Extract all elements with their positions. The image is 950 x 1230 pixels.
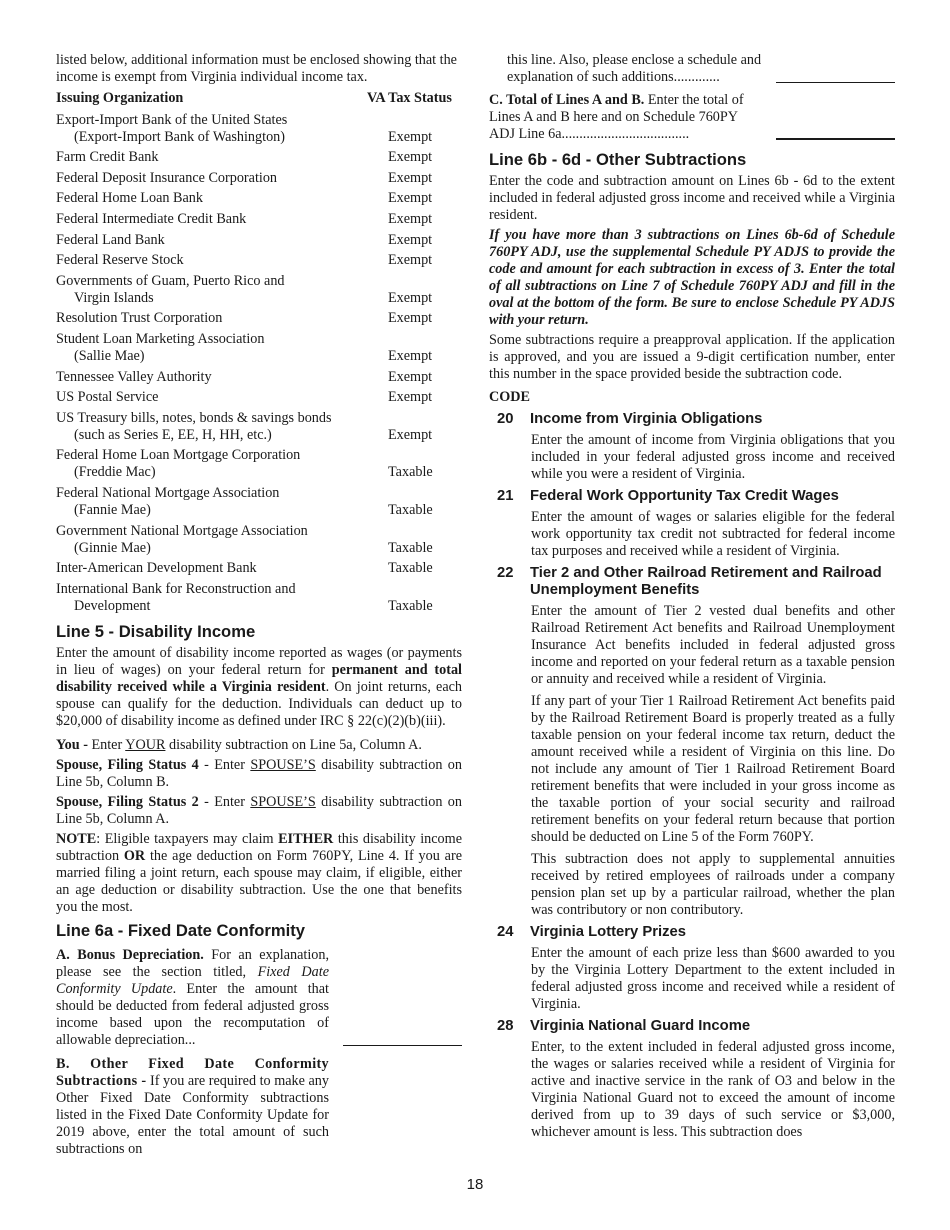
you-text-end: disability subtraction on Line 5a, Column A. [165,736,422,753]
organization-name: US Postal Service [56,389,159,406]
subtraction-code-description: This subtraction does not apply to supplemental annuities received by retired employees of railroads under a company pension plan set up by a particular railroad, whether the plan was contributory or non contributory. [531,851,895,918]
va-tax-status-cell: Taxable [388,464,433,481]
subtraction-code-number: 28 [497,1018,514,1034]
organization-name: Federal National Mortgage Association [56,484,280,501]
organization-name-continued: (such as Series E, EE, H, HH, etc.) [74,426,272,443]
page-number: 18 [466,1176,484,1193]
subtraction-code-title-text: Federal Work Opportunity Tax Credit Wages [530,488,839,504]
other-fdc-amount-line [776,82,895,83]
bond-table-row [56,112,462,146]
subtraction-code-title [530,565,895,599]
va-tax-status-cell: Exempt [388,289,433,306]
subtraction-code-number: 24 [497,924,514,940]
subtraction-code-description: If any part of your Tier 1 Railroad Retirement Act benefits paid by the Railroad Retirement Board is properly treated as a fully taxable pension on your federal income tax return, deduct the amount received while a resident of Virginia on this line. Do not include any amount of Tier 1 Railroad Retirement Board retirement benefits that were included in your gross income as the taxable portion of your social security and railroad retirement benefits on your federal return because that portion should be deducted on Line 5 of the Form 760PY. [531,693,895,845]
spouse-fs2-text-end: disability subtraction on Line 5b, Column A. [56,793,462,827]
issuing-organization-cell [56,523,368,557]
va-tax-status-cell: Exempt [388,190,433,207]
you-text: Enter [87,736,126,753]
subtraction-code-title-continued: Unemployment Benefits [530,582,700,598]
you-label: You - [56,736,88,753]
spouse-fs2-text: - Enter [198,793,251,810]
right-column [489,52,895,1141]
organization-name-continued: (Ginnie Mae) [74,539,151,556]
organization-name: Federal Deposit Insurance Corporation [56,169,278,186]
organization-name-continued: (Sallie Mae) [74,347,145,364]
organization-name-continued: (Fannie Mae) [74,501,151,518]
bonus-depreciation-item [56,947,462,1049]
issuing-organization-cell [56,369,368,386]
spouse-fs2-label: Spouse, Filing Status 2 [56,793,199,810]
total-a-b-text [489,92,762,143]
issuing-organization-cell [56,560,368,577]
bond-table-row [56,190,462,207]
bond-table-row [56,232,462,249]
issuing-organization-cell [56,252,368,269]
bonus-depreciation-desc: For an explanation, please see the section titled, [56,946,329,980]
line6a-heading: Line 6a - Fixed Date Conformity [56,920,305,940]
other-fdc-text [56,1056,329,1158]
issuing-organization-cell [56,331,368,365]
you-instruction [56,737,462,754]
issuing-organization-cell [56,447,368,481]
bonus-depreciation-label: A. Bonus Depreciation. [56,946,204,963]
organization-name-continued: (Export-Import Bank of Washington) [74,128,285,145]
subtraction-code-heading [489,488,895,505]
header-issuing-organization: Issuing Organization [56,90,184,106]
bond-table-row [56,581,462,615]
subtraction-code-heading [489,411,895,428]
line5-bold-text: permanent and total disability received while a Virginia resident [56,661,463,695]
bond-table-row [56,252,462,269]
bond-table-row [56,273,462,307]
va-tax-status-cell: Taxable [388,597,433,614]
organization-name: Resolution Trust Corporation [56,310,223,327]
va-tax-status-cell: Exempt [388,389,433,406]
subtraction-code-number: 22 [497,565,514,581]
other-fdc-desc: If you are required to make any Other Fixed Date Conformity subtractions listed in the Fixed Date Conformity Update for 2019 above, enter the total amount of such subtractions on [56,1072,329,1157]
line5-paragraph [56,645,462,730]
bond-table-row [56,410,462,444]
note-paragraph [56,831,462,916]
spouse-fs2-instruction [56,794,462,828]
note-text: : Eligible taxpayers may claim [96,830,279,847]
organization-name: Farm Credit Bank [56,149,159,166]
subtraction-code-heading [489,1018,895,1035]
subtraction-code-description: Enter the amount of wages or salaries eligible for the federal work opportunity tax credit not subtracted for federal income tax purposes and received while a resident of Virginia. [531,509,895,559]
line6b-paragraph-1: Enter the code and subtraction amount on Lines 6b - 6d to the extent included in federal adjusted gross income and received while a Virginia resident. [489,173,895,223]
subtraction-code-list [489,411,895,1141]
organization-name-continued: Development [74,597,151,614]
organization-name: Export-Import Bank of the United States [56,111,288,128]
other-fdc-label: B. Other Fixed Date Conformity Subtractions - [56,1055,329,1089]
subtraction-code-description: Enter the amount of income from Virginia obligations that you included in your federal adjusted gross income and received while you were a resident of Virginia. [531,432,895,482]
spouse-fs4-label: Spouse, Filing Status 4 [56,756,199,773]
bond-table-row [56,170,462,187]
va-tax-status-cell: Taxable [388,560,433,577]
total-a-b-label: C. Total of Lines A and B. [489,92,645,108]
subtraction-code-heading [489,565,895,599]
line5-text-end: . On joint returns, each spouse can qualify for the deduction. Individuals can deduct up to $20,000 of disability income as defined under IRC § 22(c)(2)(b)(iii). [56,678,463,729]
bond-table-row [56,149,462,166]
subtraction-code-title [530,411,895,428]
line6b-heading: Line 6b - 6d - Other Subtractions [489,150,747,169]
bond-table-row [56,331,462,365]
subtraction-code-title [530,924,895,941]
issuing-organization-cell [56,310,368,327]
line5-heading: Line 5 - Disability Income [56,621,256,641]
issuing-organization-cell [56,389,368,406]
note-either: EITHER [278,830,334,847]
va-tax-status-cell: Taxable [388,501,433,518]
spouse-fs4-underlined: SPOUSE’S [250,756,316,773]
va-tax-status-cell: Exempt [388,169,433,186]
bond-table-row [56,211,462,228]
va-tax-status-cell: Exempt [388,310,433,327]
issuing-organization-cell [56,581,368,615]
organization-name-continued: (Freddie Mac) [74,464,156,481]
line5-text: Enter the amount of disability income reported as wages (or payments in lieu of wages) on your federal return for [56,644,462,678]
issuing-organization-cell [56,190,368,207]
issuing-organization-cell [56,485,368,519]
bond-table-row [56,523,462,557]
organization-name: Federal Land Bank [56,231,165,248]
note-label: NOTE [56,830,97,847]
subtraction-code-title [530,1018,895,1035]
left-column [56,52,462,1158]
you-underlined: YOUR [125,736,166,753]
organization-name: Tennessee Valley Authority [56,368,212,385]
total-a-b-desc: Enter the total of Lines A and B here and on Schedule 760PY ADJ Line 6a.................................... [489,92,744,142]
line6b-paragraph-3: Some subtractions require a preapproval application. If the application is approved, and you are issued a 9-digit certification number, enter this number in the space provided beside the subtraction code. [489,332,895,382]
organization-name: Federal Home Loan Mortgage Corporation [56,447,301,464]
bonus-depreciation-amount-line [343,1045,462,1046]
bond-table-row [56,485,462,519]
bond-table [56,112,462,615]
bond-table-header [56,90,462,108]
bond-table-row [56,447,462,481]
organization-name: International Bank for Reconstruction and [56,580,296,597]
subtraction-code-title-text: Tier 2 and Other Railroad Retirement and Railroad [530,565,882,581]
issuing-organization-cell [56,232,368,249]
va-tax-status-cell: Exempt [388,252,433,269]
total-a-b-item [489,92,895,143]
organization-name: Federal Intermediate Credit Bank [56,210,247,227]
subtraction-code-description: Enter the amount of each prize less than $600 awarded to you by the Virginia Lottery Department to the extent included in federal adjusted gross income and received while a resident of Virginia. [531,945,895,1012]
note-or: OR [123,847,146,864]
line6b-paragraph-2: If you have more than 3 subtractions on Lines 6b-6d of Schedule 760PY ADJ, use the supplemental Schedule PY ADJS to provide the code and amount for each subtraction in excess of 3. Enter the total of all subtractions on Line 7 of Schedule 760PY ADJ and fill in the oval at the bottom of the form. Be sure to enclose Schedule PY ADJS with your return. [489,227,895,328]
subtraction-code-number: 21 [497,488,514,504]
va-tax-status-cell: Exempt [388,231,433,248]
organization-name: Government National Mortgage Association [56,522,308,539]
va-tax-status-cell: Exempt [388,368,433,385]
subtraction-code-title-text: Virginia Lottery Prizes [530,924,686,940]
va-tax-status-cell: Exempt [388,149,433,166]
note-text-3: the age deduction on Form 760PY, Line 4. If you are married filing a joint return, each spouse may claim, if eligible, either an age deduction or disability subtraction. Use the one that benefits you the most. [56,847,462,915]
va-tax-status-cell: Exempt [388,210,433,227]
organization-name: Student Loan Marketing Association [56,330,265,347]
subtraction-code-title [530,488,895,505]
va-tax-status-cell: Exempt [388,347,433,364]
bonus-depreciation-desc-end: . Enter the amount that should be deducted from federal adjusted gross income based upon the recomputation of allowable depreciation... [56,980,329,1048]
subtraction-code-description: Enter, to the extent included in federal adjusted gross income, the wages or salaries received while a resident of Virginia for active and inactive service in the rank of O3 and below in the Virginia National Guard not to exceed the amount of income derived from up to 39 days of such service or $3,000, whichever amount is less. This subtraction does [531,1039,895,1140]
bond-table-row [56,389,462,406]
intro-text: listed below, additional information must be enclosed showing that the income is exempt from Virginia individual income tax. [56,52,457,85]
other-fdc-continuation [489,52,895,86]
organization-name: Governments of Guam, Puerto Rico and [56,272,285,289]
subtraction-code-description: Enter the amount of Tier 2 vested dual benefits and other Railroad Retirement Act benefits and Railroad Unemployment Insurance Act benefits included in federal adjusted gross income and reported on your federal return as a taxable pension or annuity and received while a resident of Virginia. [531,603,895,687]
subtraction-code-heading [489,924,895,941]
subtraction-code-title-text: Virginia National Guard Income [530,1018,751,1034]
note-text-2: this disability income subtraction [56,830,462,864]
issuing-organization-cell [56,170,368,187]
subtraction-code-number: 20 [497,411,514,427]
spouse-fs4-instruction [56,757,462,791]
organization-name: Federal Reserve Stock [56,252,184,269]
va-tax-status-cell: Exempt [388,426,433,443]
subtraction-code-title-text: Income from Virginia Obligations [530,411,763,427]
issuing-organization-cell [56,410,368,444]
spouse-fs4-text: - Enter [198,756,251,773]
other-fdc-continuation-text: this line. Also, please enclose a schedule and explanation of such additions............. [507,52,762,85]
bond-table-row [56,369,462,386]
issuing-organization-cell [56,112,368,146]
issuing-organization-cell [56,149,368,166]
organization-name: Federal Home Loan Bank [56,190,203,207]
issuing-organization-cell [56,211,368,228]
va-tax-status-cell: Taxable [388,539,433,556]
organization-name-continued: Virgin Islands [74,289,154,306]
organization-name: US Treasury bills, notes, bonds & savings bonds [56,409,332,426]
issuing-organization-cell [56,273,368,307]
organization-name: Inter-American Development Bank [56,560,257,577]
code-label: CODE [489,389,530,405]
total-a-b-amount-line [776,138,895,140]
header-va-tax-status: VA Tax Status [367,90,452,106]
bond-table-row [56,560,462,577]
bonus-depreciation-text [56,947,329,1049]
spouse-fs2-underlined: SPOUSE’S [250,793,316,810]
spouse-fs4-text-end: disability subtraction on Line 5b, Column B. [56,756,462,790]
bond-table-row [56,310,462,327]
other-fdc-item [56,1056,462,1158]
fixed-date-conformity-title: Fixed Date Conformity Update [56,963,329,997]
va-tax-status-cell: Exempt [388,128,433,145]
